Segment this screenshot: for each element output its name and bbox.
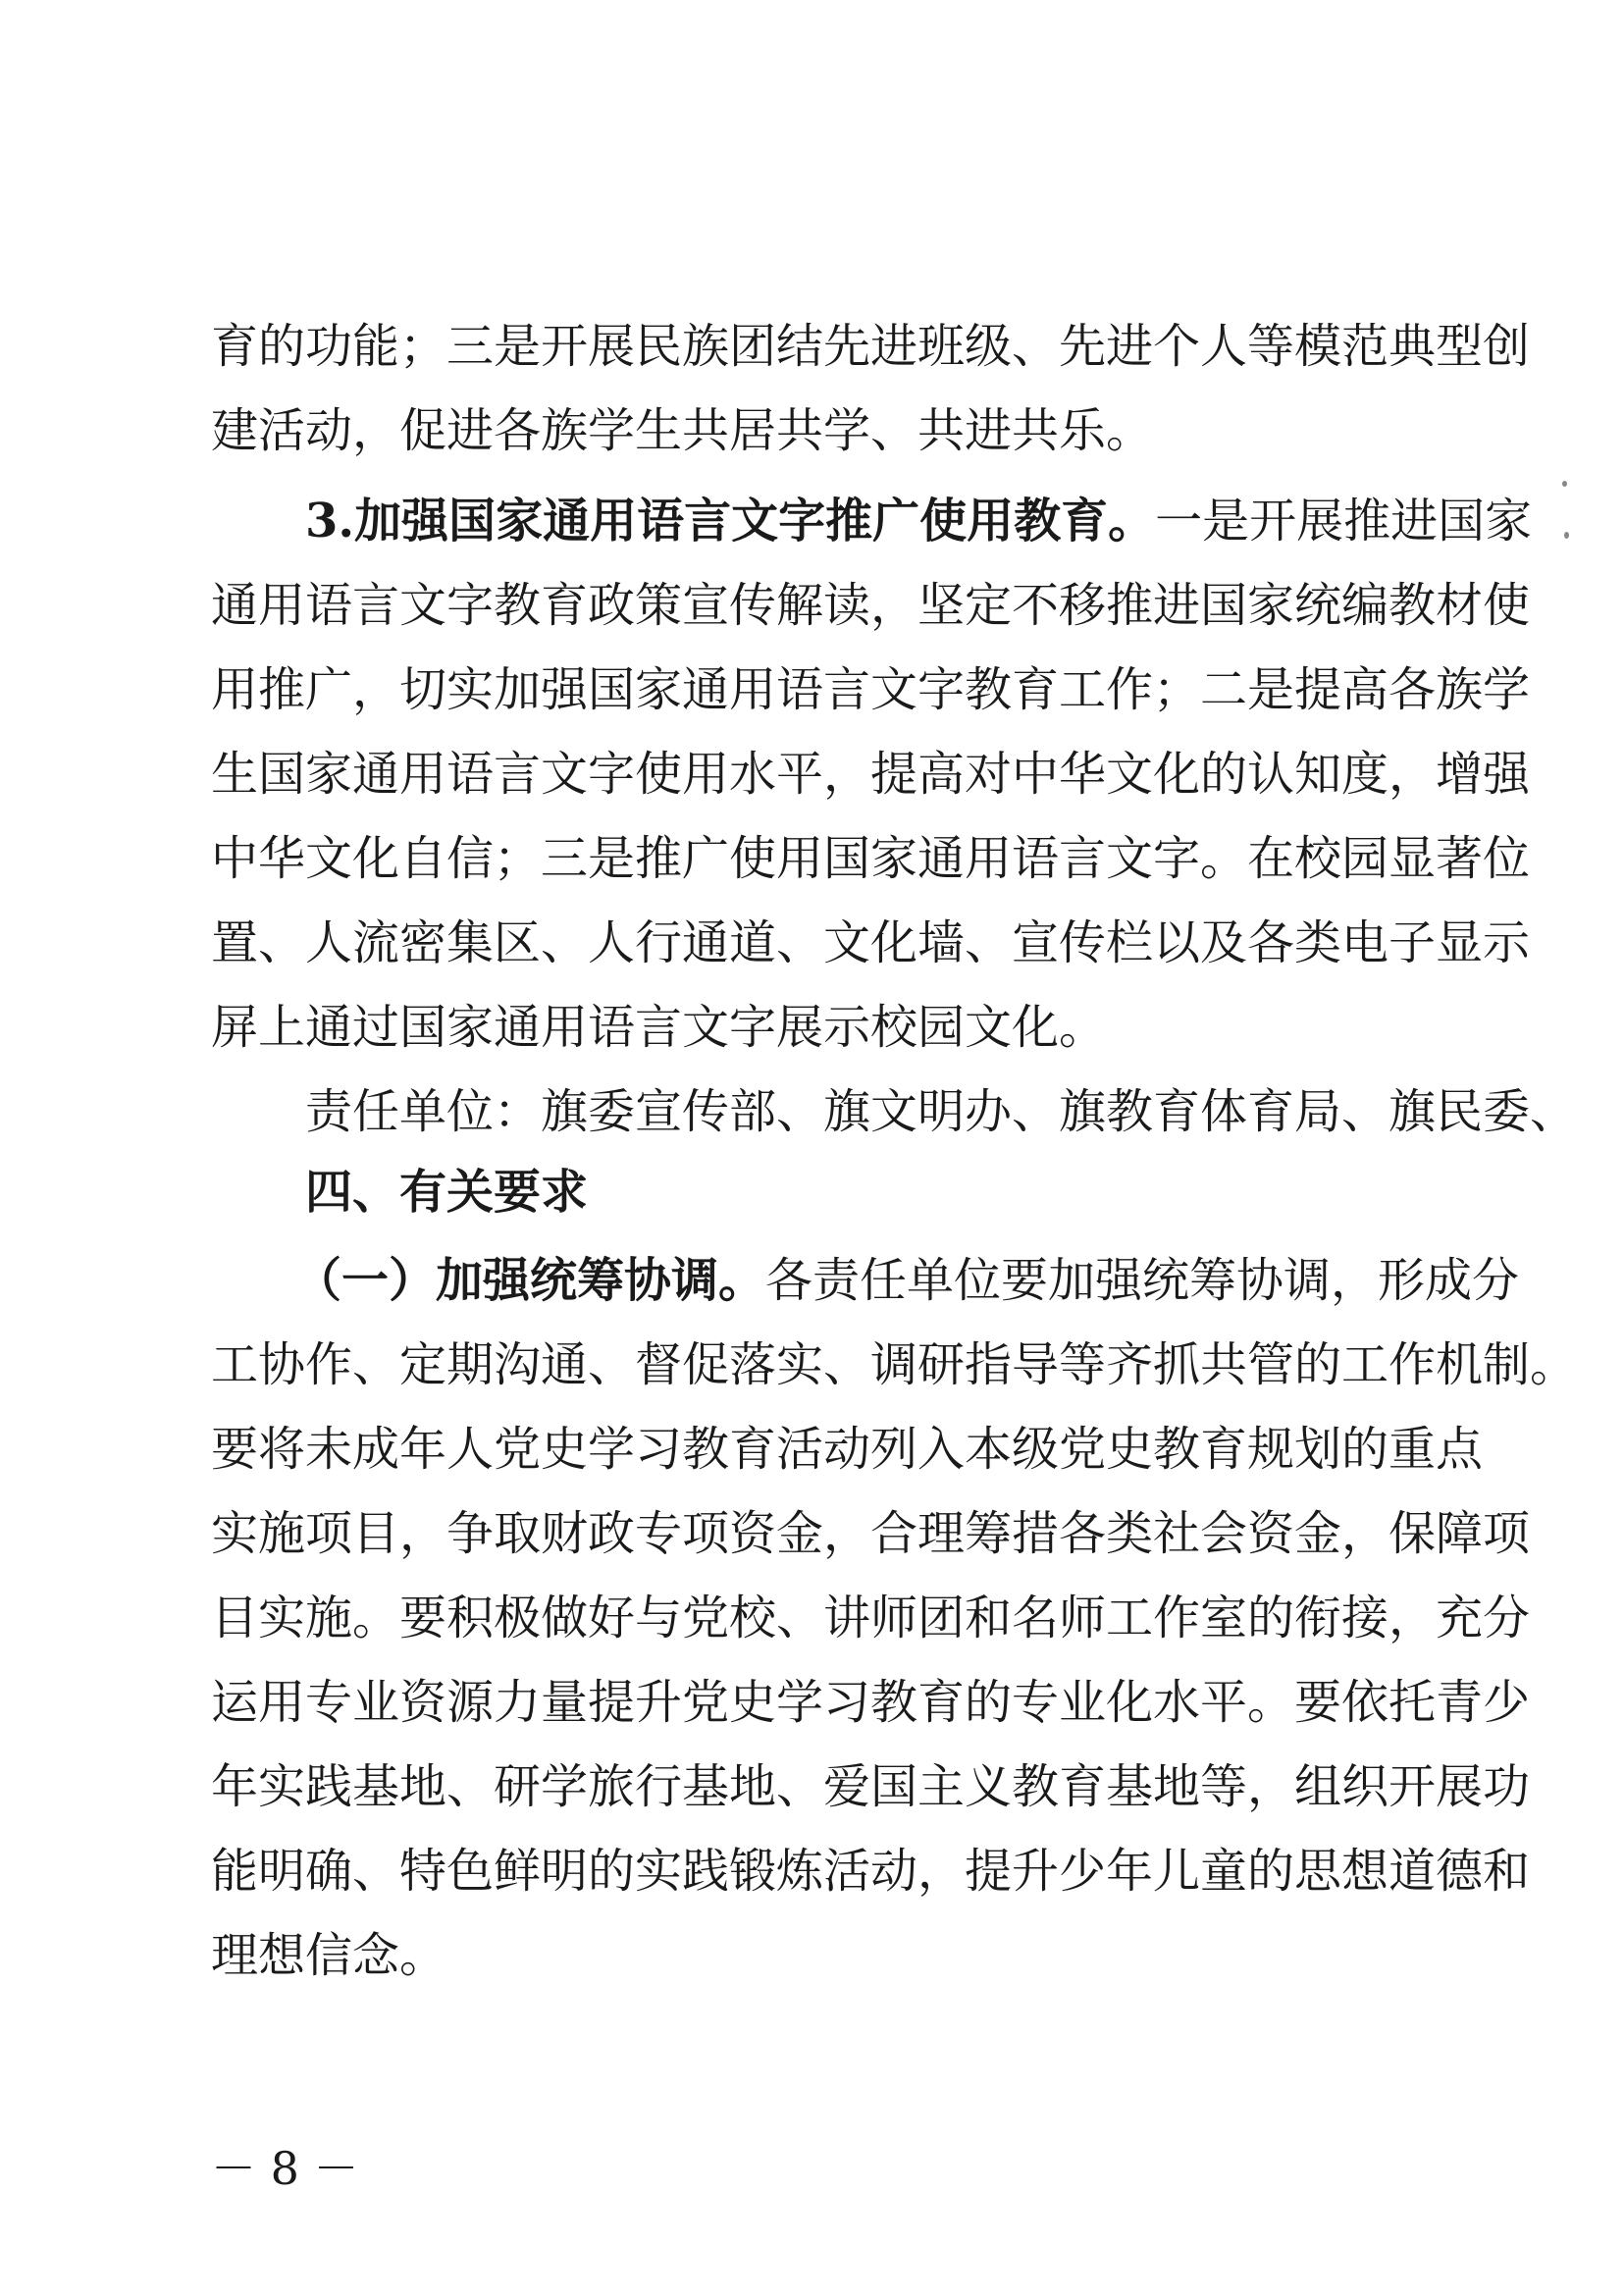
paragraph-line: 要将未成年人党史学习教育活动列入本级党史教育规划的重点 [211,1422,1484,1477]
paragraph-line: 生国家通用语言文字使用水平，提高对中华文化的认知度，增强 [211,747,1531,802]
paragraph-line: 理想信念。 [211,1928,447,1983]
subsection-1-text: 各责任单位要加强统筹协调，形成分 [765,1253,1520,1308]
paragraph-line: 工协作、定期沟通、督促落实、调研指导等齐抓共管的工作机制。 [211,1337,1578,1392]
scan-speck [1564,532,1569,539]
paragraph-line: 目实施。要积极做好与党校、讲师团和名师工作室的衔接，充分 [211,1591,1531,1645]
subsection-1-title: （一）加强统筹协调。 [294,1253,766,1308]
subsection-1-first-line [294,1238,1520,1323]
paragraph-line: 通用语言文字教育政策宣传解读，坚定不移推进国家统编教材使 [211,578,1531,633]
paragraph-line: 用推广，切实加强国家通用语言文字教育工作；二是提高各族学 [211,662,1531,717]
paragraph-line: 实施项目，争取财政专项资金，合理筹措各类社会资金，保障项 [211,1506,1531,1561]
paragraph-line: 年实践基地、研学旅行基地、爱国主义教育基地等，组织开展功 [211,1759,1531,1814]
paragraph-line: 能明确、特色鲜明的实践锻炼活动，提升少年儿童的思想道德和 [211,1844,1531,1899]
scan-speck [1562,481,1567,487]
paragraph-line: 中华文化自信；三是推广使用国家通用语言文字。在校园显著位 [211,831,1531,886]
responsible-units: 责任单位：旗委宣传部、旗文明办、旗教育体育局、旗民委、 [305,1084,1578,1139]
section-heading: 四、有关要求 [305,1165,589,1220]
item-3-text: 一是开展推进国家 [1155,494,1533,548]
paragraph-line: 屏上通过国家通用语言文字展示校园文化。 [211,1000,1107,1055]
paragraph-line: 建活动，促进各族学生共居共学、共进共乐。 [211,403,1154,458]
page-number: － 8 － [211,2142,359,2195]
paragraph-line: 运用专业资源力量提升党史学习教育的专业化水平。要依托青少 [211,1675,1531,1730]
paragraph-line: 育的功能；三是开展民族团结先进班级、先进个人等模范典型创 [211,319,1531,374]
paragraph-line: 置、人流密集区、人行通道、文化墙、宣传栏以及各类电子显示 [211,915,1531,970]
item-3-first-line [305,479,1533,563]
item-3-title: 3.加强国家通用语言文字推广使用教育。 [305,494,1156,548]
